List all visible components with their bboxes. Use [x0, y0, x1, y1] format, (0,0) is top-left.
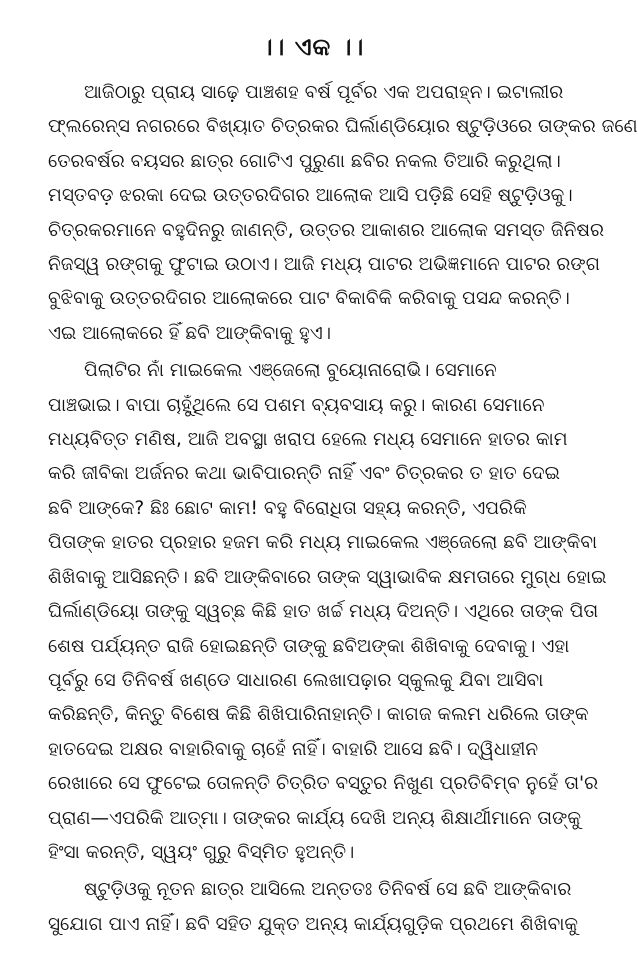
text-line: ଘିର୍ଲାଣ୍ଡିୟୋ ତାଙ୍କୁ ସ୍ୱଚ୍ଛ କିଛି ହାତ ଖର୍ଚ୍ଚ ମଧ୍ୟ ଦିଅନ୍ତି। ଏଥିରେ ତାଙ୍କ ପିତା [48, 601, 599, 623]
text-line: ପ୍ରାଣ—ଏପରିକି ଆତ୍ମା। ତାଙ୍କର କାର୍ଯ୍ୟ ଦେଖି ଅନ୍ୟ ଶିକ୍ଷାର୍ଥୀମାନେ ତାଙ୍କୁ [48, 807, 582, 829]
paragraph-3 [48, 873, 578, 942]
text-line: ହାତଦେଇ ଅକ୍ଷର ବାହାରିବାକୁ ଚାହେଁ ନାହିଁ। ବାହାରି ଆସେ ଛବି। ଦ୍ୱିଧାହୀନ [48, 738, 539, 760]
text-line: ସୁଯୋଗ ପାଏ ନାହିଁ। ଛବି ସହିତ ଯୁକ୍ତ ଅନ୍ୟ କାର୍ଯ୍ୟଗୁଡ଼ିକ ପ୍ରଥମେ ଶିଖିବାକୁ [48, 913, 579, 935]
chapter-title: ।। ଏକ ।। [261, 33, 365, 61]
paragraph-2 [48, 354, 607, 870]
text-line: ଚିତ୍ରକରମାନେ ବହୁଦିନରୁ ଜାଣନ୍ତି, ଉତ୍ତର ଆକାଶର ଆଲୋକ ସମସ୍ତ ଜିନିଷର [48, 219, 605, 241]
text-line: ଷ୍ଟୁଡ଼ିଓକୁ ନୂତନ ଛାତ୍ର ଆସିଲେ ଅନ୍ତତଃ ତିନିବର୍ଷ ସେ ଛବି ଆଙ୍କିବାର [84, 879, 572, 901]
text-line: ଆଜିଠାରୁ ପ୍ରାୟ ସାଢ଼େ ପାଞ୍ଚଶହ ବର୍ଷ ପୂର୍ବର ଏକ ଅପରାହ୍ନ। ଇଟାଲୀର [84, 82, 564, 103]
text-line: ପାଞ୍ଚଭାଇ। ବାପା ଚାହୁଁଥିଲେ ସେ ପଶମ ବ୍ୟବସାୟ କରୁ। କାରଣ ସେମାନେ [48, 394, 545, 416]
text-line: ପିତାଙ୍କ ହାତର ପ୍ରହାର ହଜମ କରି ମଧ୍ୟ ମାଇକେଲ ଏଞ୍ଜେଲୋ ଛବି ଆଙ୍କିବା [48, 532, 598, 554]
text-line: ତେରବର୍ଷର ବୟସର ଛାତ୍ର ଗୋଟିଏ ପୁରୁଣା ଛବିର ନକଲ ତିଆରି କରୁଥିଲା। [48, 150, 561, 172]
text-line: ପୂର୍ବରୁ ସେ ତିନିବର୍ଷ ଖଣ୍ଡେ ସାଧାରଣ ଲେଖାପଢ଼ାର ସ୍କୁଲକୁ ଯିବା ଆସିବା [48, 669, 544, 691]
text-line: ମସ୍ତବଡ଼ ଝରକା ଦେଇ ଉତ୍ତରଦିଗର ଆଲୋକ ଆସି ପଡ଼ିଛି ସେହି ଷ୍ଟୁଡ଼ିଓକୁ। [48, 185, 573, 207]
text-line: ରେଖାରେ ସେ ଫୁଟେଇ ତୋଳନ୍ତି ଚିତ୍ରିତ ବସ୍ତୁର ନିଖୁଣ ପ୍ରତିବିମ୍ବ ନୁହେଁ ତା'ର [48, 773, 599, 795]
text-line: ଶେଷ ପର୍ଯ୍ୟନ୍ତ ରାଜି ହୋଇଛନ୍ତି ତାଙ୍କୁ ଛବିଅଙ୍କା ଶିଖିବାକୁ ଦେବାକୁ। ଏହା [48, 635, 570, 657]
book-page [48, 30, 638, 942]
text-line: ବୁଝିବାକୁ ଉତ୍ତରଦିଗର ଆଲୋକରେ ପାଟ ବିକାବିକି କରିବାକୁ ପସନ୍ଦ କରନ୍ତି। [48, 288, 570, 310]
text-line: ନିଜସ୍ୱ ରଙ୍ଗକୁ ଫୁଟାଇ ଉଠାଏ। ଆଜି ମଧ୍ୟ ପାଟର ଅଭିଜ୍ଞମାନେ ପାଟର ରଙ୍ଗ [48, 254, 600, 276]
text-line: ଶିଖିବାକୁ ଆସିଛନ୍ତି। ଛବି ଆଙ୍କିବାରେ ତାଙ୍କ ସ୍ୱାଭାବିକ କ୍ଷମତାରେ ମୁଗ୍ଧ ହୋଇ [48, 566, 607, 588]
text-line: ହିଂସା କରନ୍ତି, ସ୍ୱୟଂ ଗୁରୁ ବିସ୍ମିତ ହୁଅନ୍ତି। [48, 841, 355, 863]
text-line: ଏଇ ଆଲୋକରେ ହିଁ ଛବି ଆଙ୍କିବାକୁ ହୁଏ। [48, 322, 332, 344]
text-line: ଛବି ଆଙ୍କେ? ଛିଃ ଛୋଟ କାମ! ବହୁ ବିରୋଧିତା ସହ୍ୟ କରନ୍ତି, ଏପରିକି [48, 497, 527, 519]
text-line: ପିଲାଟିର ନାଁ ମାଇକେଲ ଏଞ୍ଜେଲୋ ବୁୟୋନାରୋଭି। ସେମାନେ [84, 360, 497, 382]
text-line: କରି ଜୀବିକା ଅର୍ଜନର କଥା ଭାବିପାରନ୍ତି ନାହିଁ ଏବଂ ଚିତ୍ରକର ତ ହାତ ଦେଇ [48, 463, 560, 485]
text-line: ଫ୍ଲରେନ୍ସ ନଗରରେ ବିଖ୍ୟାତ ଚିତ୍ରକର ଘିର୍ଲାଣ୍ଡିୟୋର ଷ୍ଟୁଡ଼ିଓରେ ତାଙ୍କର ଜଣେ [48, 116, 638, 138]
text-line: କରିଛନ୍ତି, କିନ୍ତୁ ବିଶେଷ କିଛି ଶିଖିପାରିନାହାନ୍ତି। କାଗଜ କଲମ ଧରିଲେ ତାଙ୍କ [48, 704, 589, 726]
text-line: ମଧ୍ୟବିତ୍ତ ମଣିଷ, ଆଜି ଅବସ୍ଥା ଖରାପ ହେଲେ ମଧ୍ୟ ସେମାନେ ହାତର କାମ [48, 429, 568, 451]
paragraph-1 [48, 76, 638, 351]
